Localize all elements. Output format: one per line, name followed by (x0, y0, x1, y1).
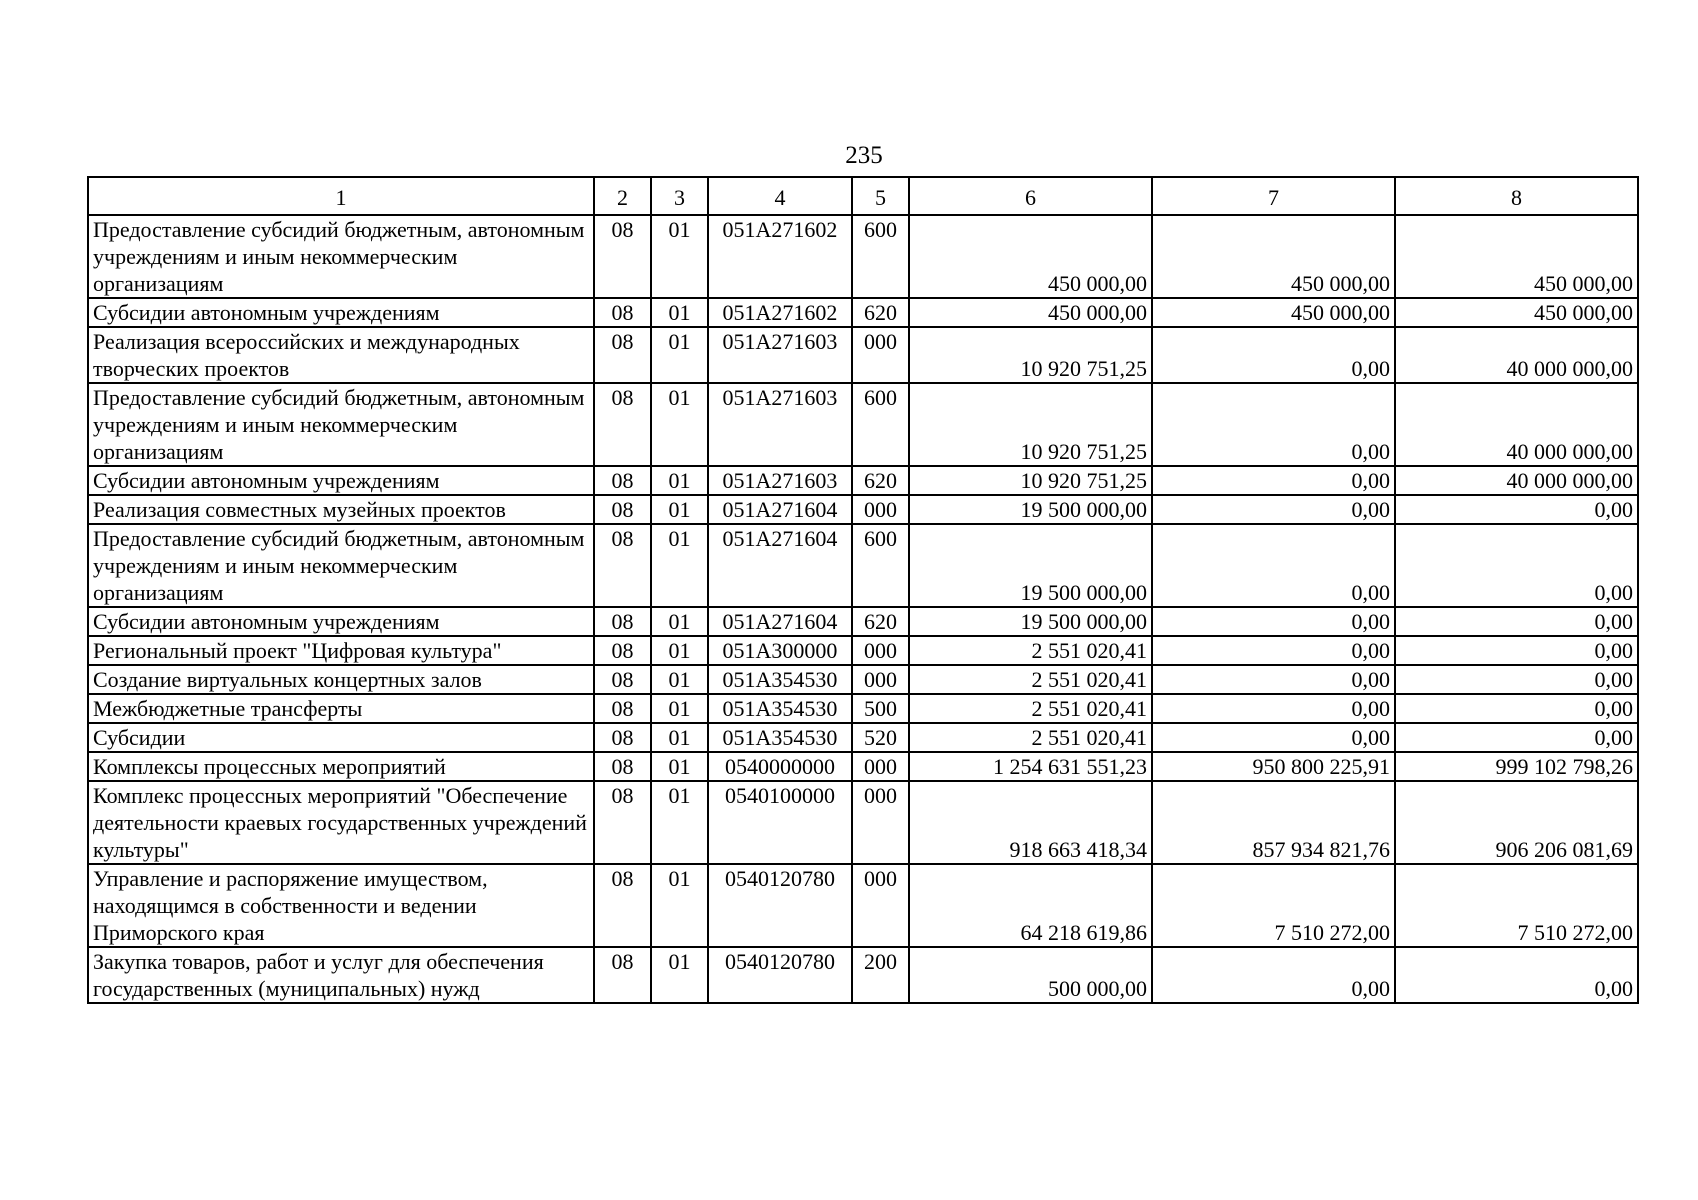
subsection-code: 01 (651, 947, 708, 1003)
section-code: 08 (594, 665, 651, 694)
amount-col7: 857 934 821,76 (1152, 781, 1395, 864)
amount-col8: 40 000 000,00 (1395, 327, 1638, 383)
expense-type-code: 500 (852, 694, 909, 723)
section-code: 08 (594, 864, 651, 947)
amount-col7: 950 800 225,91 (1152, 752, 1395, 781)
expense-type-code: 600 (852, 524, 909, 607)
expense-type-code: 620 (852, 298, 909, 327)
table-row (88, 495, 1638, 524)
amount-col7: 0,00 (1152, 383, 1395, 466)
section-code: 08 (594, 694, 651, 723)
amount-col7: 0,00 (1152, 665, 1395, 694)
target-article-code: 0540000000 (708, 752, 852, 781)
amount-col7: 0,00 (1152, 327, 1395, 383)
amount-col6: 19 500 000,00 (909, 607, 1152, 636)
table-row (88, 327, 1638, 383)
subsection-code: 01 (651, 215, 708, 298)
expense-type-code: 000 (852, 665, 909, 694)
row-name: Предоставление субсидий бюджетным, автономным учреждениям и иным некоммерческим организациям (88, 215, 594, 298)
section-code: 08 (594, 781, 651, 864)
section-code: 08 (594, 215, 651, 298)
amount-col8: 40 000 000,00 (1395, 383, 1638, 466)
target-article-code: 051A271602 (708, 298, 852, 327)
expense-type-code: 600 (852, 215, 909, 298)
amount-col7: 0,00 (1152, 607, 1395, 636)
amount-col7: 7 510 272,00 (1152, 864, 1395, 947)
table-row (88, 607, 1638, 636)
target-article-code: 0540100000 (708, 781, 852, 864)
subsection-code: 01 (651, 495, 708, 524)
amount-col6: 918 663 418,34 (909, 781, 1152, 864)
amount-col8: 0,00 (1395, 636, 1638, 665)
target-article-code: 051A354530 (708, 723, 852, 752)
section-code: 08 (594, 752, 651, 781)
column-header: 1 (88, 177, 594, 215)
expense-type-code: 000 (852, 495, 909, 524)
amount-col7: 0,00 (1152, 723, 1395, 752)
amount-col8: 0,00 (1395, 607, 1638, 636)
row-name: Региональный проект "Цифровая культура" (88, 636, 594, 665)
section-code: 08 (594, 327, 651, 383)
amount-col6: 19 500 000,00 (909, 524, 1152, 607)
amount-col6: 450 000,00 (909, 298, 1152, 327)
row-name: Межбюджетные трансферты (88, 694, 594, 723)
amount-col8: 0,00 (1395, 947, 1638, 1003)
amount-col6: 2 551 020,41 (909, 694, 1152, 723)
section-code: 08 (594, 466, 651, 495)
subsection-code: 01 (651, 466, 708, 495)
table-row (88, 524, 1638, 607)
row-name: Комплексы процессных мероприятий (88, 752, 594, 781)
amount-col8: 450 000,00 (1395, 298, 1638, 327)
target-article-code: 051A271604 (708, 524, 852, 607)
amount-col6: 10 920 751,25 (909, 466, 1152, 495)
row-name: Субсидии автономным учреждениям (88, 466, 594, 495)
section-code: 08 (594, 383, 651, 466)
table-row (88, 723, 1638, 752)
column-header: 2 (594, 177, 651, 215)
table-row (88, 298, 1638, 327)
amount-col7: 0,00 (1152, 947, 1395, 1003)
amount-col7: 450 000,00 (1152, 215, 1395, 298)
subsection-code: 01 (651, 752, 708, 781)
column-header: 3 (651, 177, 708, 215)
amount-col6: 10 920 751,25 (909, 383, 1152, 466)
expense-type-code: 000 (852, 327, 909, 383)
amount-col6: 64 218 619,86 (909, 864, 1152, 947)
expense-type-code: 600 (852, 383, 909, 466)
table-row (88, 752, 1638, 781)
target-article-code: 051A271602 (708, 215, 852, 298)
target-article-code: 051A271603 (708, 466, 852, 495)
column-header: 4 (708, 177, 852, 215)
table-row (88, 636, 1638, 665)
amount-col8: 0,00 (1395, 495, 1638, 524)
amount-col7: 0,00 (1152, 694, 1395, 723)
header-row (88, 177, 1638, 215)
row-name: Реализация совместных музейных проектов (88, 495, 594, 524)
page-number: 235 (845, 142, 883, 169)
table-row (88, 466, 1638, 495)
row-name: Управление и распоряжение имуществом, находящимся в собственности и ведении Приморского края (88, 864, 594, 947)
column-header: 5 (852, 177, 909, 215)
target-article-code: 051A354530 (708, 694, 852, 723)
section-code: 08 (594, 495, 651, 524)
subsection-code: 01 (651, 864, 708, 947)
target-article-code: 0540120780 (708, 864, 852, 947)
expense-type-code: 620 (852, 466, 909, 495)
amount-col8: 906 206 081,69 (1395, 781, 1638, 864)
amount-col8: 999 102 798,26 (1395, 752, 1638, 781)
amount-col6: 450 000,00 (909, 215, 1152, 298)
amount-col7: 0,00 (1152, 636, 1395, 665)
column-header: 8 (1395, 177, 1638, 215)
amount-col8: 450 000,00 (1395, 215, 1638, 298)
subsection-code: 01 (651, 607, 708, 636)
amount-col6: 2 551 020,41 (909, 636, 1152, 665)
table-row (88, 781, 1638, 864)
subsection-code: 01 (651, 524, 708, 607)
row-name: Реализация всероссийских и международных творческих проектов (88, 327, 594, 383)
amount-col7: 450 000,00 (1152, 298, 1395, 327)
target-article-code: 051A354530 (708, 665, 852, 694)
table-row (88, 383, 1638, 466)
subsection-code: 01 (651, 723, 708, 752)
amount-col6: 19 500 000,00 (909, 495, 1152, 524)
section-code: 08 (594, 524, 651, 607)
table-row (88, 665, 1638, 694)
amount-col6: 10 920 751,25 (909, 327, 1152, 383)
amount-col8: 0,00 (1395, 665, 1638, 694)
section-code: 08 (594, 723, 651, 752)
expense-type-code: 520 (852, 723, 909, 752)
amount-col8: 0,00 (1395, 694, 1638, 723)
column-header: 6 (909, 177, 1152, 215)
target-article-code: 0540120780 (708, 947, 852, 1003)
table-row (88, 864, 1638, 947)
amount-col6: 2 551 020,41 (909, 723, 1152, 752)
amount-col8: 7 510 272,00 (1395, 864, 1638, 947)
subsection-code: 01 (651, 781, 708, 864)
row-name: Закупка товаров, работ и услуг для обеспечения государственных (муниципальных) нужд (88, 947, 594, 1003)
amount-col7: 0,00 (1152, 466, 1395, 495)
row-name: Предоставление субсидий бюджетным, автономным учреждениям и иным некоммерческим организациям (88, 524, 594, 607)
row-name: Создание виртуальных концертных залов (88, 665, 594, 694)
amount-col8: 0,00 (1395, 524, 1638, 607)
amount-col7: 0,00 (1152, 495, 1395, 524)
table-row (88, 694, 1638, 723)
section-code: 08 (594, 947, 651, 1003)
row-name: Субсидии автономным учреждениям (88, 298, 594, 327)
amount-col8: 40 000 000,00 (1395, 466, 1638, 495)
expense-type-code: 200 (852, 947, 909, 1003)
row-name: Субсидии автономным учреждениям (88, 607, 594, 636)
amount-col6: 2 551 020,41 (909, 665, 1152, 694)
section-code: 08 (594, 607, 651, 636)
target-article-code: 051A271603 (708, 383, 852, 466)
subsection-code: 01 (651, 665, 708, 694)
subsection-code: 01 (651, 636, 708, 665)
row-name: Субсидии (88, 723, 594, 752)
row-name: Предоставление субсидий бюджетным, автономным учреждениям и иным некоммерческим организациям (88, 383, 594, 466)
expense-type-code: 000 (852, 752, 909, 781)
target-article-code: 051A271603 (708, 327, 852, 383)
section-code: 08 (594, 636, 651, 665)
target-article-code: 051A271604 (708, 495, 852, 524)
expense-type-code: 000 (852, 636, 909, 665)
subsection-code: 01 (651, 383, 708, 466)
subsection-code: 01 (651, 298, 708, 327)
expense-type-code: 000 (852, 864, 909, 947)
amount-col6: 1 254 631 551,23 (909, 752, 1152, 781)
table-row (88, 947, 1638, 1003)
amount-col8: 0,00 (1395, 723, 1638, 752)
amount-col6: 500 000,00 (909, 947, 1152, 1003)
target-article-code: 051A271604 (708, 607, 852, 636)
amount-col7: 0,00 (1152, 524, 1395, 607)
section-code: 08 (594, 298, 651, 327)
column-header: 7 (1152, 177, 1395, 215)
subsection-code: 01 (651, 327, 708, 383)
expense-type-code: 620 (852, 607, 909, 636)
row-name: Комплекс процессных мероприятий "Обеспечение деятельности краевых государственных учреждений культуры" (88, 781, 594, 864)
subsection-code: 01 (651, 694, 708, 723)
expense-type-code: 000 (852, 781, 909, 864)
table-row (88, 215, 1638, 298)
budget-table (87, 176, 1639, 1004)
target-article-code: 051A300000 (708, 636, 852, 665)
